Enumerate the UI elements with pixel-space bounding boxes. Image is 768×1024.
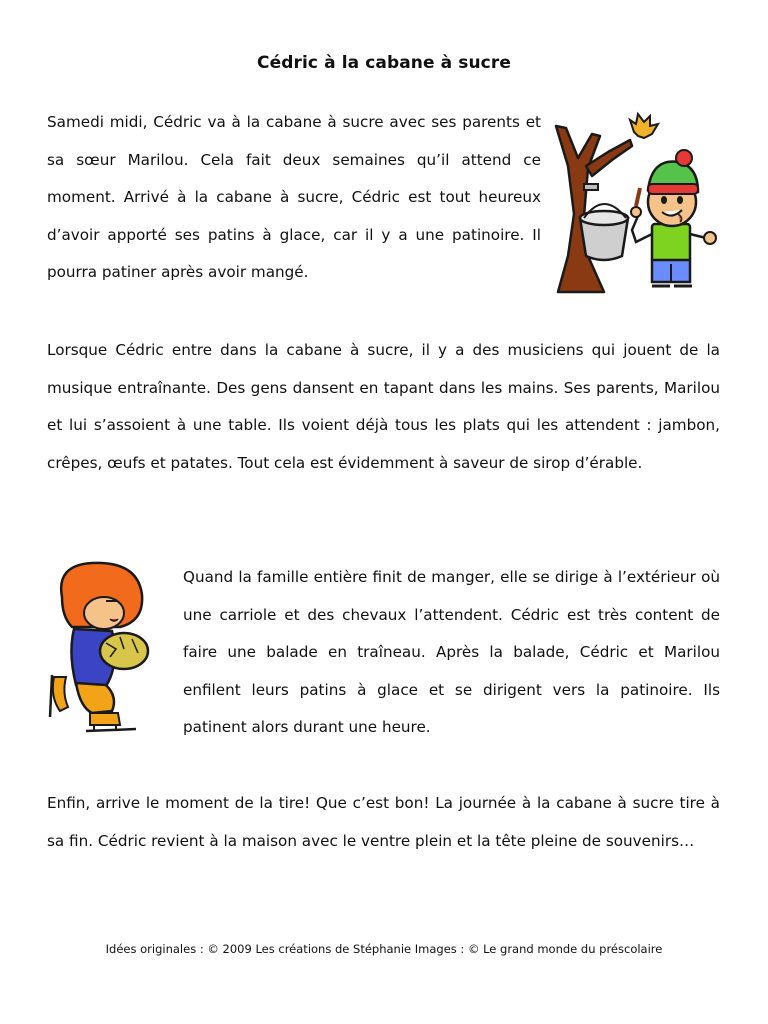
boy-sweater xyxy=(652,224,690,262)
maple-tree-boy-illustration xyxy=(548,106,720,294)
tree-trunk xyxy=(556,126,604,292)
maple-leaf xyxy=(630,114,658,138)
paragraph-4: Enfin, arrive le moment de la tire! Que c’est bon! La journée à la cabane à sucre tire à sa fin. Cédric revient à la maison avec le ventre plein et la tête pleine de souvenirs… xyxy=(47,794,720,850)
paragraph-2: Lorsque Cédric entre dans la cabane à sucre, il y a des musiciens qui jouent de la musique entraînante. Des gens dansent en tapant dans les mains. Ses parents, Marilou et lui s’assoient à une table. Ils voient déjà tous les plats qui les attendent : jambon, crêpes, œufs et patates. Tout cela est évidemment à saveur de sirop d’érable. xyxy=(47,341,720,472)
paragraph-1: Samedi midi, Cédric va à la cabane à sucre avec ses parents et sa sœur Marilou. Cela fait deux semaines qu’il attend ce moment. Arrivé à la cabane à sucre, Cédric est tout heureux d’avoir apporté ses patins à glace, car il y a une patinoire. Il pourra patiner après avoir mangé. xyxy=(47,113,541,282)
paragraph-3: Quand la famille entière finit de manger, elle se dirige à l’extérieur où une carriole et des chevaux l’attendent. Cédric est très content de faire une balade en traîneau. Après la balade, Cédric et Marilou enfilent leurs patins à glace et se dirigent vers la patinoire. Ils patinent alors durant une heure. xyxy=(183,568,720,737)
credits-footer: Idées originales : © 2009 Les créations de Stéphanie Images : © Le grand monde du préscolaire xyxy=(105,942,663,956)
kid-muff xyxy=(100,633,148,669)
skating-kid-illustration xyxy=(46,557,154,743)
page-title: Cédric à la cabane à sucre xyxy=(257,53,511,73)
